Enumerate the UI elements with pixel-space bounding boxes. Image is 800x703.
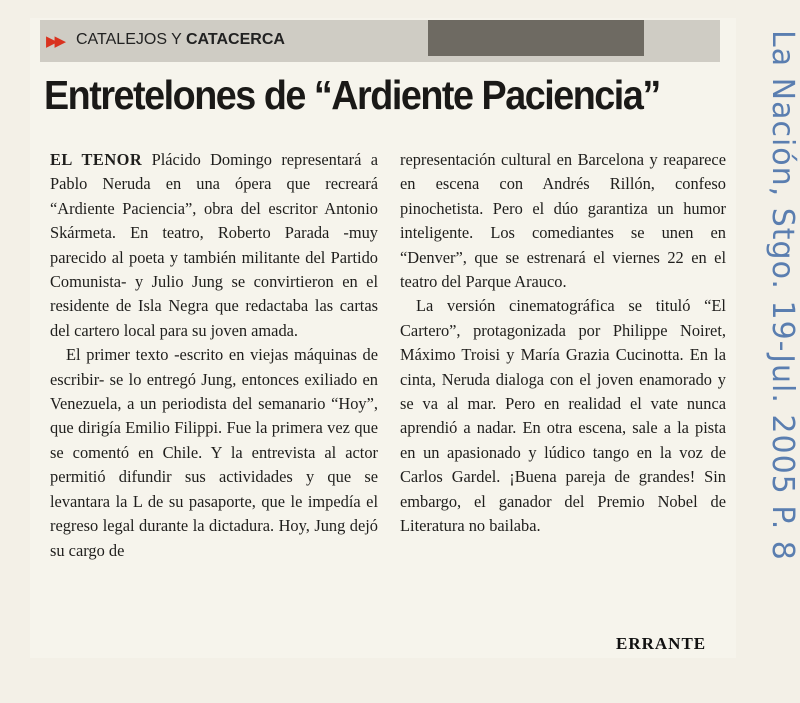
- paragraph: La versión cinematográfica se tituló “El Cartero”, protagonizada por Philippe Noiret, Máximo Troisi y María Grazia Cucinotta. En la cinta, Neruda dialoga con el joven enamorado y se va al mar. Pero en realidad el vate nunca aprendió a nadar. En otra escena, sale a la pista en un apasionado y lúdico tango en la voz de Carlos Gardel. ¡Buena pareja de grandes! Sin embargo, el ganador del Premio Nobel de Literatura no bailaba.: [400, 296, 726, 536]
- redacted-block: [428, 20, 644, 56]
- section-label-part1: CATALEJOS Y: [76, 31, 186, 48]
- article-column-right: [400, 148, 726, 539]
- paragraph: El primer texto -escrito en viejas máquinas de escribir- se lo entregó Jung, entonces exiliado en Venezuela, a un periodista del semanario “Hoy”, que dirigía Emilio Filippi. Fue la primera vez que se comentó en Chile. Y la entrevista al actor permitió difundir sus actividades y que se levantara la L de su pasaporte, que le impedía el regreso legal durante la dictadura. Hoy, Jung dejó su cargo de: [50, 345, 378, 560]
- section-label: [76, 31, 285, 49]
- article-kicker: EL TENOR: [50, 150, 143, 169]
- paragraph-text: Plácido Domingo representará a Pablo Neruda en una ópera que recreará “Ardiente Paciencia”, obra del escritor Antonio Skármeta. En teatro, Roberto Parada -muy parecido al poeta y también militante del Partido Comunista- y Julio Jung se convirtieron en el residente de Isla Negra que redactaba las cartas del cartero local para su joven amada.: [50, 150, 378, 340]
- article-column-left: [50, 148, 378, 563]
- paragraph: representación cultural en Barcelona y reaparece en escena con Andrés Rillón, confeso pinochetista. Pero el dúo garantiza un humor inteligente. Los comediantes se unen en “Denver”, que se estrenará el viernes 22 en el teatro del Parque Arauco.: [400, 150, 726, 292]
- author-byline: ERRANTE: [616, 634, 707, 653]
- handwritten-citation: La Nación, Stgo. 19-Jul. 2005 P. 8: [765, 30, 800, 561]
- paragraph: [50, 148, 378, 343]
- article-headline: Entretelones de “Ardiente Paciencia”: [44, 72, 660, 118]
- double-chevron-right-icon: ▶▶: [46, 32, 64, 50]
- section-label-part2: CATACERCA: [185, 31, 285, 48]
- handwritten-annotation: [742, 30, 798, 670]
